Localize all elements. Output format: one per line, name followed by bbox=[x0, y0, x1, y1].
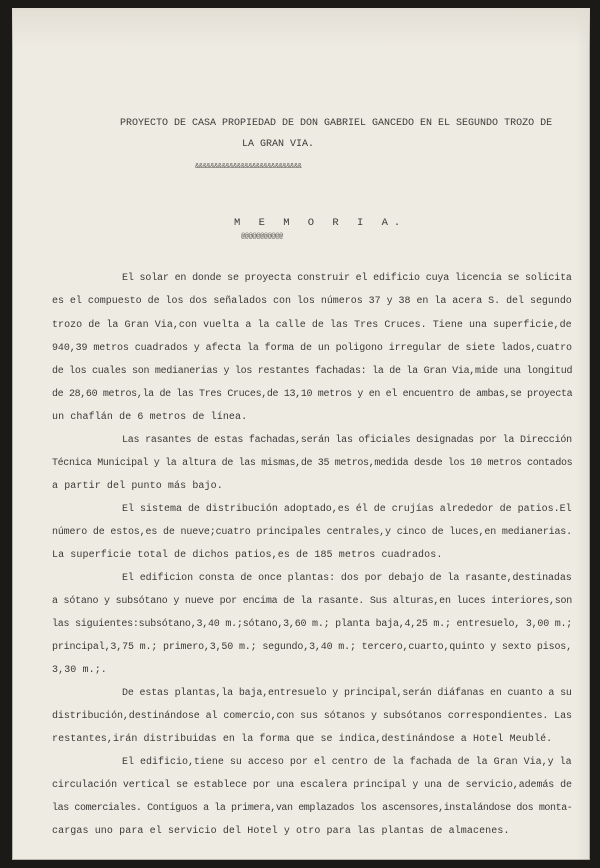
page-edge-shadow bbox=[576, 8, 590, 860]
document-title-line-1: PROYECTO DE CASA PROPIEDAD DE DON GABRIEL GANCEDO EN EL SEGUNDO TROZO DE bbox=[120, 118, 553, 129]
body-line-08: Las rasantes de estas fachadas,serán las oficiales designadas por la Dirección bbox=[122, 435, 572, 446]
body-line-19: De estas plantas,la baja,entresuelo y principal,serán diáfanas en cuanto a su bbox=[122, 688, 572, 699]
body-line-15: a sótano y subsótano y nueve por encima de la rasante. Sus alturas,en luces interiores,son bbox=[52, 596, 573, 607]
body-line-09: Técnica Municipal y la altura de las mismas,de 35 metros,medida desde los 10 metros contados bbox=[52, 458, 573, 469]
body-line-22: El edificio,tiene su acceso por el centro de la fachada de la Gran Via,y la bbox=[122, 757, 572, 768]
document-title-line-2: LA GRAN VIA. bbox=[242, 139, 315, 150]
body-line-20: distribución,destinándose al comercio,con sus sótanos y subsótanos correspondientes. Las bbox=[52, 711, 572, 722]
body-line-12: número de estos,es de nueve;cuatro principales centrales,y cinco de luces,en medianerias. bbox=[52, 527, 572, 538]
heading-decorative-rule: @@@@@@@@@@@ bbox=[241, 233, 283, 241]
body-line-07: un chaflán de 6 metros de línea. bbox=[52, 412, 248, 423]
body-line-14: El edificion consta de once plantas: dos por debajo de la rasante,destinadas bbox=[122, 573, 572, 584]
body-line-16: las siguientes:subsótano,3,40 m.;sótano,3,60 m.; planta baja,4,25 m.; entresuelo, 3,00 m.; bbox=[52, 619, 573, 630]
body-line-23: circulación vertical se establece por una escalera principal y una de servicio,además de bbox=[52, 780, 572, 791]
body-line-02: es el compuesto de los dos señalados con los números 37 y 38 en la acera S. del segundo bbox=[52, 296, 572, 307]
body-line-18: 3,30 m.;. bbox=[52, 665, 107, 676]
section-heading-memoria: M E M O R I A. bbox=[234, 217, 407, 229]
body-line-05: de los cuales son medianerias y los restantes fachadas: la de la Gran Via,mide una longitud bbox=[52, 366, 573, 377]
body-line-10: a partir del punto más bajo. bbox=[52, 481, 223, 492]
document-page bbox=[12, 8, 590, 860]
body-line-03: trozo de la Gran Via,con vuelta a la calle de las Tres Cruces. Tiene una superficie,de bbox=[52, 320, 572, 331]
body-line-25: cargas uno para el servicio del Hotel y otro para las plantas de almacenes. bbox=[52, 826, 510, 837]
body-line-01: El solar en donde se proyecta construir el edificio cuya licencia se solicita bbox=[122, 273, 572, 284]
body-line-21: restantes,irán distribuidas en la forma que se indica,destinándose a Hotel Meublé. bbox=[52, 734, 553, 745]
body-line-17: principal,3,75 m.; primero,3,50 m.; segundo,3,40 m.; tercero,cuarto,quinto y sexto pisos, bbox=[52, 642, 572, 653]
title-decorative-rule: &&&&&&&&&&&&&&&&&&&&&&&&&&&& bbox=[195, 163, 302, 171]
body-line-06: de 28,60 metros,la de las Tres Cruces,de 13,10 metros y en el encuentro de ambas,se proyecta bbox=[52, 389, 573, 400]
body-line-04: 940,39 metros cuadrados y afecta la forma de un poligono irregular de siete lados,cuatro bbox=[52, 343, 572, 354]
body-line-24: las comerciales. Contiguos a la primera,van emplazados los ascensores,instalándose dos monta- bbox=[52, 803, 573, 814]
body-line-13: La superficie total de dichos patios,es de 185 metros cuadrados. bbox=[52, 550, 443, 561]
body-line-11: El sistema de distribución adoptado,es él de crujías alrededor de patios.El bbox=[122, 504, 572, 515]
